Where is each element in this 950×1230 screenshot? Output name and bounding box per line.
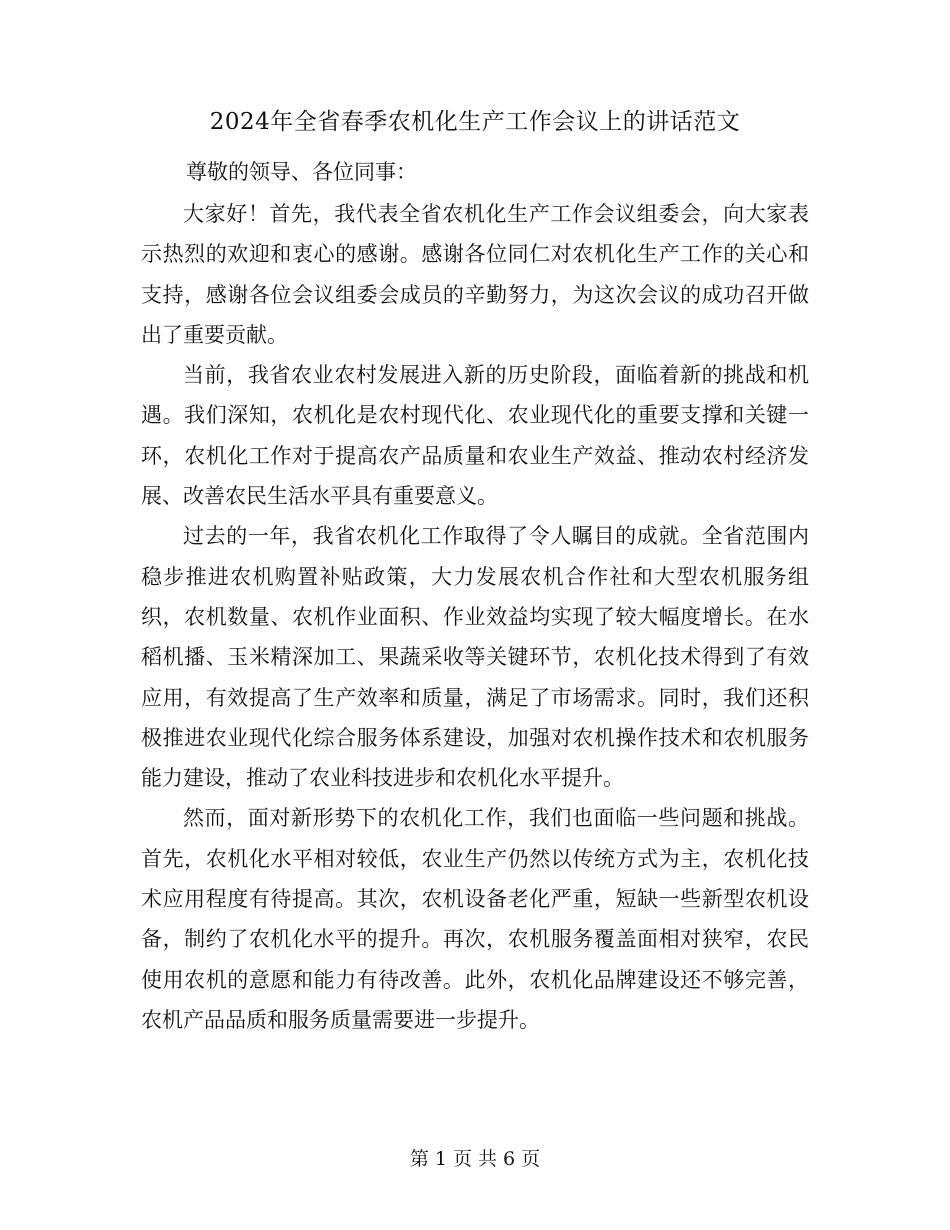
page-number-footer: 第 1 页 共 6 页 (409, 1148, 541, 1170)
document-body (141, 194, 809, 1040)
paragraph: 大家好！首先，我代表全省农机化生产工作会议组委会，向大家表示热烈的欢迎和衷心的感谢。感谢各位同仁对农机化生产工作的关心和支持，感谢各位会议组委会成员的辛勤努力，为这次会议的成功召开做出了重要贡献。 (141, 202, 809, 347)
paragraph: 当前，我省农业农村发展进入新的历史阶段，面临着新的挑战和机遇。我们深知，农机化是农村现代化、农业现代化的重要支撑和关键一环，农机化工作对于提高农产品质量和农业生产效益、推动农村经济发展、改善农民生活水平具有重要意义。 (141, 363, 809, 509)
salutation: 尊敬的领导、各位同事： (186, 160, 417, 184)
paragraph: 过去的一年，我省农机化工作取得了令人瞩目的成就。全省范围内稳步推进农机购置补贴政策，大力发展农机合作社和大型农机服务组织，农机数量、农机作业面积、作业效益均实现了较大幅度增长。在水稻机播、玉米精深加工、果蔬采收等关键环节，农机化技术得到了有效应用，有效提高了生产效率和质量，满足了市场需求。同时，我们还积极推进农业现代化综合服务体系建设，加强对农机操作技术和农机服务能力建设，推动了农业科技进步和农机化水平提升。 (141, 524, 809, 791)
document-title: 2024年全省春季农机化生产工作会议上的讲话范文 (209, 109, 741, 135)
paragraph: 然而，面对新形势下的农机化工作，我们也面临一些问题和挑战。首先，农机化水平相对较低，农业生产仍然以传统方式为主，农机化技术应用程度有待提高。其次，农机设备老化严重，短缺一些新型农机设备，制约了农机化水平的提升。再次，农机服务覆盖面相对狭窄，农民使用农机的意愿和能力有待改善。此外，农机化品牌建设还不够完善，农机产品品质和服务质量需要进一步提升。 (141, 806, 809, 1032)
